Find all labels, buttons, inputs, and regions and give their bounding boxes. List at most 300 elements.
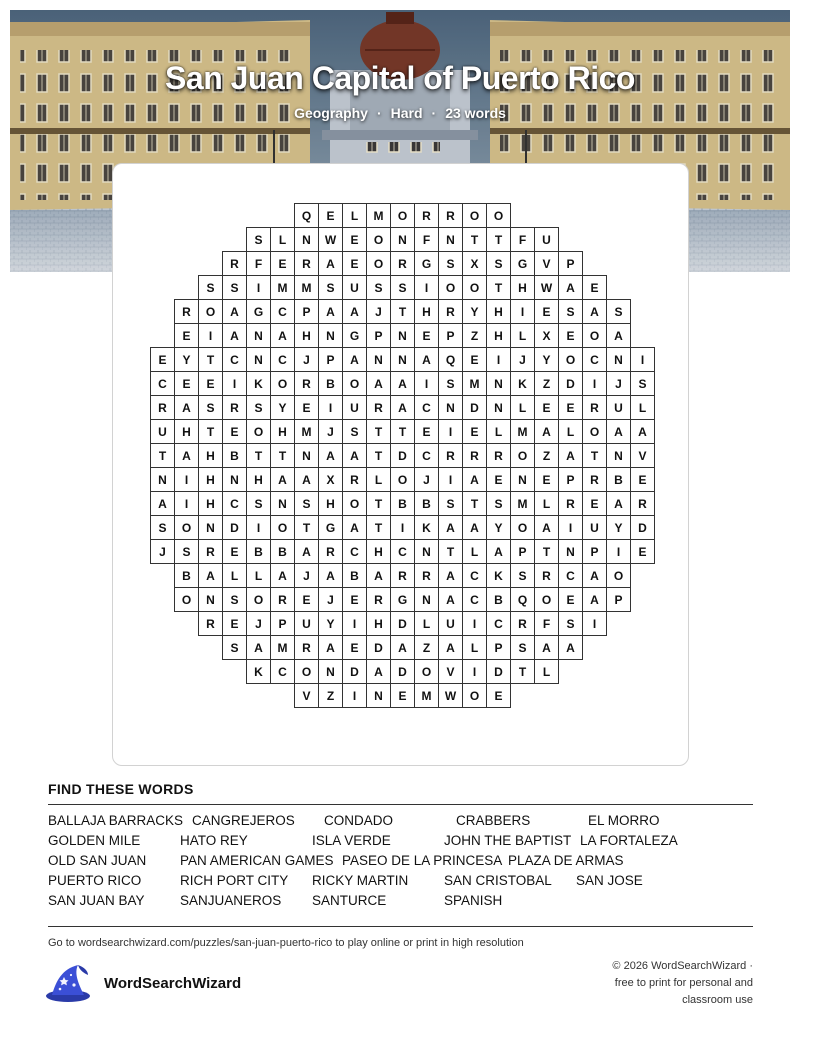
grid-cell[interactable]: D — [222, 515, 247, 540]
grid-cell[interactable]: Y — [462, 299, 487, 324]
grid-cell[interactable]: O — [582, 323, 607, 348]
grid-cell[interactable]: A — [606, 419, 631, 444]
grid-cell[interactable]: I — [486, 347, 511, 372]
grid-cell[interactable]: A — [318, 299, 343, 324]
grid-cell[interactable]: C — [390, 539, 415, 564]
grid-cell[interactable]: R — [198, 611, 223, 636]
grid-cell[interactable]: I — [246, 275, 271, 300]
grid-cell[interactable]: N — [390, 227, 415, 252]
grid-cell[interactable]: B — [174, 563, 199, 588]
grid-cell[interactable]: S — [438, 251, 463, 276]
grid-cell[interactable]: I — [558, 515, 583, 540]
grid-cell[interactable]: C — [414, 395, 439, 420]
grid-cell[interactable]: Q — [510, 587, 535, 612]
grid-cell[interactable]: T — [486, 227, 511, 252]
grid-cell[interactable]: S — [510, 563, 535, 588]
grid-cell[interactable]: R — [462, 443, 487, 468]
grid-cell[interactable]: A — [174, 395, 199, 420]
grid-cell[interactable]: P — [582, 539, 607, 564]
grid-cell[interactable]: K — [510, 371, 535, 396]
grid-cell[interactable]: A — [606, 323, 631, 348]
grid-cell[interactable]: E — [342, 251, 367, 276]
grid-cell[interactable]: V — [294, 683, 319, 708]
grid-cell[interactable]: E — [342, 635, 367, 660]
grid-cell[interactable]: X — [462, 251, 487, 276]
grid-cell[interactable]: A — [198, 563, 223, 588]
letter-grid[interactable] — [150, 203, 675, 728]
grid-cell[interactable]: N — [198, 515, 223, 540]
grid-cell[interactable]: R — [222, 395, 247, 420]
grid-cell[interactable]: U — [342, 395, 367, 420]
grid-cell[interactable]: H — [174, 419, 199, 444]
grid-cell[interactable]: E — [318, 203, 343, 228]
grid-cell[interactable]: A — [366, 659, 391, 684]
grid-cell[interactable]: S — [438, 371, 463, 396]
grid-cell[interactable]: L — [462, 539, 487, 564]
grid-cell[interactable]: A — [342, 515, 367, 540]
grid-cell[interactable]: E — [174, 323, 199, 348]
grid-cell[interactable]: S — [174, 539, 199, 564]
grid-cell[interactable]: H — [510, 275, 535, 300]
grid-cell[interactable]: L — [534, 659, 559, 684]
grid-cell[interactable]: I — [606, 539, 631, 564]
grid-cell[interactable]: E — [222, 419, 247, 444]
grid-cell[interactable]: E — [270, 251, 295, 276]
grid-cell[interactable]: U — [606, 395, 631, 420]
grid-cell[interactable]: J — [414, 467, 439, 492]
grid-cell[interactable]: E — [198, 371, 223, 396]
grid-cell[interactable]: E — [222, 611, 247, 636]
grid-cell[interactable]: I — [582, 611, 607, 636]
grid-cell[interactable]: E — [414, 323, 439, 348]
grid-cell[interactable]: R — [558, 491, 583, 516]
grid-cell[interactable]: P — [270, 611, 295, 636]
grid-cell[interactable]: M — [294, 275, 319, 300]
grid-cell[interactable]: R — [342, 467, 367, 492]
grid-cell[interactable]: A — [606, 491, 631, 516]
grid-cell[interactable]: W — [534, 275, 559, 300]
grid-cell[interactable]: T — [150, 443, 175, 468]
grid-cell[interactable]: A — [318, 563, 343, 588]
grid-cell[interactable]: E — [558, 395, 583, 420]
grid-cell[interactable]: H — [198, 443, 223, 468]
grid-cell[interactable]: O — [462, 275, 487, 300]
grid-cell[interactable]: I — [582, 371, 607, 396]
grid-cell[interactable]: N — [606, 347, 631, 372]
grid-cell[interactable]: G — [318, 515, 343, 540]
grid-cell[interactable]: A — [174, 443, 199, 468]
grid-cell[interactable]: T — [390, 299, 415, 324]
grid-cell[interactable]: P — [366, 323, 391, 348]
grid-cell[interactable]: D — [366, 635, 391, 660]
grid-cell[interactable]: L — [414, 611, 439, 636]
grid-cell[interactable]: J — [366, 299, 391, 324]
grid-cell[interactable]: M — [414, 683, 439, 708]
grid-cell[interactable]: R — [438, 299, 463, 324]
grid-cell[interactable]: O — [390, 467, 415, 492]
grid-cell[interactable]: C — [270, 659, 295, 684]
grid-cell[interactable]: R — [510, 611, 535, 636]
grid-cell[interactable]: M — [510, 419, 535, 444]
grid-cell[interactable]: B — [414, 491, 439, 516]
grid-cell[interactable]: A — [294, 467, 319, 492]
grid-cell[interactable]: R — [366, 395, 391, 420]
grid-cell[interactable]: T — [366, 419, 391, 444]
grid-cell[interactable]: I — [414, 371, 439, 396]
grid-cell[interactable]: P — [558, 251, 583, 276]
grid-cell[interactable]: N — [270, 491, 295, 516]
grid-cell[interactable]: G — [246, 299, 271, 324]
grid-cell[interactable]: L — [270, 227, 295, 252]
grid-cell[interactable]: S — [222, 275, 247, 300]
grid-cell[interactable]: V — [630, 443, 655, 468]
grid-cell[interactable]: R — [390, 251, 415, 276]
grid-cell[interactable]: M — [294, 419, 319, 444]
grid-cell[interactable]: N — [438, 395, 463, 420]
grid-cell[interactable]: S — [198, 275, 223, 300]
grid-cell[interactable]: O — [414, 659, 439, 684]
grid-cell[interactable]: E — [486, 467, 511, 492]
grid-cell[interactable]: A — [558, 275, 583, 300]
grid-cell[interactable]: S — [558, 611, 583, 636]
grid-cell[interactable]: S — [366, 275, 391, 300]
grid-cell[interactable]: T — [534, 539, 559, 564]
grid-cell[interactable]: P — [294, 299, 319, 324]
grid-cell[interactable]: O — [270, 371, 295, 396]
grid-cell[interactable]: P — [558, 467, 583, 492]
grid-cell[interactable]: X — [534, 323, 559, 348]
grid-cell[interactable]: D — [390, 443, 415, 468]
grid-cell[interactable]: N — [294, 443, 319, 468]
grid-cell[interactable]: A — [534, 419, 559, 444]
grid-cell[interactable]: C — [342, 539, 367, 564]
grid-cell[interactable]: O — [342, 491, 367, 516]
grid-cell[interactable]: A — [462, 515, 487, 540]
grid-cell[interactable]: I — [246, 515, 271, 540]
grid-cell[interactable]: S — [294, 491, 319, 516]
grid-cell[interactable]: A — [438, 563, 463, 588]
grid-cell[interactable]: A — [222, 299, 247, 324]
grid-cell[interactable]: L — [630, 395, 655, 420]
grid-cell[interactable]: O — [366, 251, 391, 276]
grid-cell[interactable]: S — [630, 371, 655, 396]
grid-cell[interactable]: T — [438, 539, 463, 564]
grid-cell[interactable]: L — [222, 563, 247, 588]
grid-cell[interactable]: H — [246, 467, 271, 492]
grid-cell[interactable]: A — [390, 371, 415, 396]
grid-cell[interactable]: A — [486, 539, 511, 564]
grid-cell[interactable]: N — [246, 323, 271, 348]
grid-cell[interactable]: A — [438, 515, 463, 540]
grid-cell[interactable]: D — [558, 371, 583, 396]
grid-cell[interactable]: F — [510, 227, 535, 252]
grid-cell[interactable]: I — [390, 515, 415, 540]
grid-cell[interactable]: K — [486, 563, 511, 588]
grid-cell[interactable]: N — [366, 347, 391, 372]
grid-cell[interactable]: B — [342, 563, 367, 588]
grid-cell[interactable]: O — [246, 419, 271, 444]
grid-cell[interactable]: M — [462, 371, 487, 396]
grid-cell[interactable]: B — [246, 539, 271, 564]
grid-cell[interactable]: O — [174, 515, 199, 540]
grid-cell[interactable]: A — [462, 467, 487, 492]
grid-cell[interactable]: Y — [606, 515, 631, 540]
grid-cell[interactable]: A — [414, 347, 439, 372]
grid-cell[interactable]: E — [582, 491, 607, 516]
grid-cell[interactable]: T — [462, 491, 487, 516]
grid-cell[interactable]: S — [246, 395, 271, 420]
grid-cell[interactable]: N — [222, 467, 247, 492]
grid-cell[interactable]: N — [606, 443, 631, 468]
grid-cell[interactable]: L — [510, 323, 535, 348]
grid-cell[interactable]: S — [342, 419, 367, 444]
grid-cell[interactable]: A — [366, 371, 391, 396]
grid-cell[interactable]: O — [606, 563, 631, 588]
grid-cell[interactable]: C — [486, 611, 511, 636]
grid-cell[interactable]: O — [198, 299, 223, 324]
grid-cell[interactable]: O — [438, 275, 463, 300]
grid-cell[interactable]: E — [582, 275, 607, 300]
grid-cell[interactable]: P — [510, 539, 535, 564]
grid-cell[interactable]: O — [462, 683, 487, 708]
grid-cell[interactable]: A — [246, 635, 271, 660]
grid-cell[interactable]: K — [414, 515, 439, 540]
grid-cell[interactable]: H — [318, 491, 343, 516]
grid-cell[interactable]: A — [558, 443, 583, 468]
grid-cell[interactable]: Z — [318, 683, 343, 708]
grid-cell[interactable]: L — [510, 395, 535, 420]
grid-cell[interactable]: N — [510, 467, 535, 492]
grid-cell[interactable]: G — [390, 587, 415, 612]
grid-cell[interactable]: R — [150, 395, 175, 420]
grid-cell[interactable]: H — [366, 539, 391, 564]
grid-cell[interactable]: O — [246, 587, 271, 612]
grid-cell[interactable]: N — [150, 467, 175, 492]
grid-cell[interactable]: R — [438, 203, 463, 228]
grid-cell[interactable]: E — [558, 587, 583, 612]
grid-cell[interactable]: Z — [534, 443, 559, 468]
grid-cell[interactable]: U — [438, 611, 463, 636]
grid-cell[interactable]: E — [342, 587, 367, 612]
grid-cell[interactable]: S — [486, 251, 511, 276]
grid-cell[interactable]: S — [438, 491, 463, 516]
grid-cell[interactable]: O — [582, 419, 607, 444]
grid-cell[interactable]: J — [510, 347, 535, 372]
grid-cell[interactable]: O — [510, 515, 535, 540]
grid-cell[interactable]: I — [438, 419, 463, 444]
grid-cell[interactable]: C — [150, 371, 175, 396]
grid-cell[interactable]: M — [510, 491, 535, 516]
grid-cell[interactable]: T — [366, 443, 391, 468]
grid-cell[interactable]: C — [582, 347, 607, 372]
grid-cell[interactable]: R — [414, 563, 439, 588]
grid-cell[interactable]: L — [342, 203, 367, 228]
grid-cell[interactable]: E — [294, 587, 319, 612]
grid-cell[interactable]: H — [198, 467, 223, 492]
grid-cell[interactable]: A — [558, 635, 583, 660]
grid-cell[interactable]: E — [414, 419, 439, 444]
grid-cell[interactable]: S — [222, 635, 247, 660]
grid-cell[interactable]: J — [294, 347, 319, 372]
grid-cell[interactable]: I — [510, 299, 535, 324]
grid-cell[interactable]: S — [198, 395, 223, 420]
grid-cell[interactable]: T — [366, 491, 391, 516]
grid-cell[interactable]: A — [222, 323, 247, 348]
grid-cell[interactable]: A — [582, 299, 607, 324]
grid-cell[interactable]: N — [558, 539, 583, 564]
grid-cell[interactable]: M — [270, 635, 295, 660]
grid-cell[interactable]: A — [150, 491, 175, 516]
grid-cell[interactable]: U — [150, 419, 175, 444]
grid-cell[interactable]: C — [462, 563, 487, 588]
grid-cell[interactable]: A — [630, 419, 655, 444]
grid-cell[interactable]: R — [198, 539, 223, 564]
grid-cell[interactable]: A — [582, 587, 607, 612]
grid-cell[interactable]: D — [390, 611, 415, 636]
grid-cell[interactable]: A — [318, 251, 343, 276]
grid-cell[interactable]: C — [558, 563, 583, 588]
grid-cell[interactable]: Y — [534, 347, 559, 372]
grid-cell[interactable]: E — [462, 419, 487, 444]
grid-cell[interactable]: E — [150, 347, 175, 372]
grid-cell[interactable]: K — [246, 659, 271, 684]
grid-cell[interactable]: B — [222, 443, 247, 468]
grid-cell[interactable]: N — [198, 587, 223, 612]
grid-cell[interactable]: N — [414, 539, 439, 564]
grid-cell[interactable]: I — [198, 323, 223, 348]
grid-cell[interactable]: G — [510, 251, 535, 276]
brand-logo[interactable] — [44, 963, 241, 1003]
grid-cell[interactable]: N — [366, 683, 391, 708]
grid-cell[interactable]: A — [438, 635, 463, 660]
grid-cell[interactable]: V — [534, 251, 559, 276]
grid-cell[interactable]: P — [318, 347, 343, 372]
grid-cell[interactable]: E — [390, 683, 415, 708]
grid-cell[interactable]: R — [414, 203, 439, 228]
grid-cell[interactable]: D — [342, 659, 367, 684]
grid-cell[interactable]: T — [582, 443, 607, 468]
grid-cell[interactable]: A — [366, 563, 391, 588]
grid-cell[interactable]: H — [270, 419, 295, 444]
grid-cell[interactable]: N — [486, 371, 511, 396]
grid-cell[interactable]: I — [462, 659, 487, 684]
grid-cell[interactable]: B — [606, 467, 631, 492]
grid-cell[interactable]: R — [294, 635, 319, 660]
grid-cell[interactable]: Z — [414, 635, 439, 660]
grid-cell[interactable]: R — [174, 299, 199, 324]
grid-cell[interactable]: S — [318, 275, 343, 300]
grid-cell[interactable]: O — [294, 659, 319, 684]
grid-cell[interactable]: Z — [534, 371, 559, 396]
grid-cell[interactable]: E — [630, 539, 655, 564]
grid-cell[interactable]: S — [510, 635, 535, 660]
grid-cell[interactable]: N — [390, 347, 415, 372]
grid-cell[interactable]: P — [438, 323, 463, 348]
grid-cell[interactable]: L — [534, 491, 559, 516]
grid-cell[interactable]: J — [318, 419, 343, 444]
grid-cell[interactable]: U — [582, 515, 607, 540]
grid-cell[interactable]: I — [342, 611, 367, 636]
grid-cell[interactable]: P — [606, 587, 631, 612]
grid-cell[interactable]: A — [390, 635, 415, 660]
grid-cell[interactable]: R — [270, 587, 295, 612]
grid-cell[interactable]: I — [630, 347, 655, 372]
grid-cell[interactable]: A — [438, 587, 463, 612]
grid-cell[interactable]: C — [462, 587, 487, 612]
grid-cell[interactable]: I — [342, 683, 367, 708]
grid-cell[interactable]: J — [318, 587, 343, 612]
grid-cell[interactable]: Y — [486, 515, 511, 540]
grid-cell[interactable]: F — [534, 611, 559, 636]
grid-cell[interactable]: F — [414, 227, 439, 252]
grid-cell[interactable]: E — [558, 323, 583, 348]
grid-cell[interactable]: D — [462, 395, 487, 420]
grid-cell[interactable]: W — [318, 227, 343, 252]
grid-cell[interactable]: Q — [438, 347, 463, 372]
grid-cell[interactable]: H — [486, 323, 511, 348]
grid-cell[interactable]: A — [390, 395, 415, 420]
grid-cell[interactable]: A — [342, 443, 367, 468]
grid-cell[interactable]: H — [294, 323, 319, 348]
grid-cell[interactable]: E — [630, 467, 655, 492]
grid-cell[interactable]: R — [318, 539, 343, 564]
grid-cell[interactable]: K — [246, 371, 271, 396]
grid-cell[interactable]: R — [294, 251, 319, 276]
grid-cell[interactable]: A — [582, 563, 607, 588]
grid-cell[interactable]: A — [270, 467, 295, 492]
grid-cell[interactable]: B — [486, 587, 511, 612]
grid-cell[interactable]: O — [558, 347, 583, 372]
grid-cell[interactable]: H — [414, 299, 439, 324]
grid-cell[interactable]: P — [486, 635, 511, 660]
grid-cell[interactable]: I — [414, 275, 439, 300]
grid-cell[interactable]: C — [222, 347, 247, 372]
grid-cell[interactable]: G — [342, 323, 367, 348]
grid-cell[interactable]: J — [294, 563, 319, 588]
grid-cell[interactable]: I — [222, 371, 247, 396]
grid-cell[interactable]: D — [486, 659, 511, 684]
grid-cell[interactable]: N — [438, 227, 463, 252]
grid-cell[interactable]: T — [366, 515, 391, 540]
grid-cell[interactable]: O — [174, 587, 199, 612]
grid-cell[interactable]: S — [246, 491, 271, 516]
grid-cell[interactable]: I — [318, 395, 343, 420]
grid-cell[interactable]: B — [318, 371, 343, 396]
grid-cell[interactable]: O — [390, 203, 415, 228]
footer-link-text[interactable]: Go to wordsearchwizard.com/puzzles/san-juan-puerto-rico to play online or print in high resolution — [48, 937, 524, 949]
grid-cell[interactable]: A — [342, 347, 367, 372]
grid-cell[interactable]: B — [390, 491, 415, 516]
grid-cell[interactable]: C — [414, 443, 439, 468]
grid-cell[interactable]: Q — [294, 203, 319, 228]
grid-cell[interactable]: A — [342, 299, 367, 324]
grid-cell[interactable]: H — [486, 299, 511, 324]
grid-cell[interactable]: G — [414, 251, 439, 276]
grid-cell[interactable]: A — [534, 515, 559, 540]
grid-cell[interactable]: J — [606, 371, 631, 396]
grid-cell[interactable]: T — [198, 419, 223, 444]
grid-cell[interactable]: S — [486, 491, 511, 516]
grid-cell[interactable]: T — [510, 659, 535, 684]
grid-cell[interactable]: B — [270, 539, 295, 564]
grid-cell[interactable]: E — [462, 347, 487, 372]
grid-cell[interactable]: L — [486, 419, 511, 444]
grid-cell[interactable]: J — [150, 539, 175, 564]
grid-cell[interactable]: W — [438, 683, 463, 708]
grid-cell[interactable]: T — [198, 347, 223, 372]
grid-cell[interactable]: T — [462, 227, 487, 252]
grid-cell[interactable]: O — [486, 203, 511, 228]
